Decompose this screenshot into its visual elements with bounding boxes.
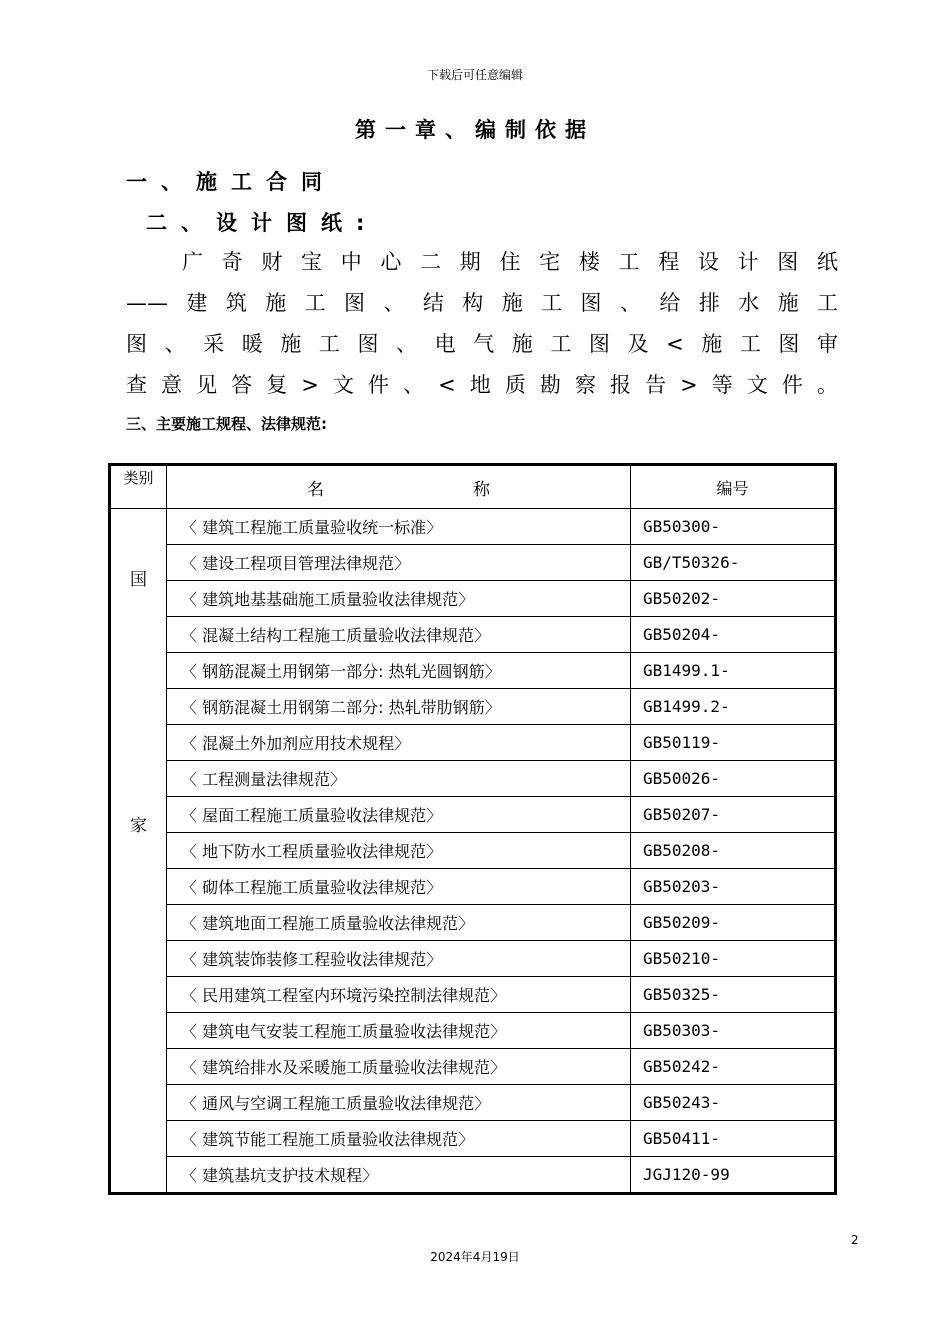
standard-name: 〈 民用建筑工程室内环境污染控制法律规范〉 <box>167 977 631 1013</box>
standard-name: 〈 钢筋混凝土用钢第二部分: 热轧带肋钢筋〉 <box>167 689 631 725</box>
table-row <box>110 797 836 833</box>
standard-name: 〈 混凝土结构工程施工质量验收法律规范〉 <box>167 617 631 653</box>
standard-code: GB50202- <box>631 581 836 617</box>
page-header: 下载后可任意编辑 <box>426 68 523 82</box>
paragraph-line-4: 查意见答复>文件、<地质勘察报告>等文件。 <box>126 373 838 397</box>
paragraph-line-2: ——建筑施工图、结构施工图、给排水施工 <box>126 291 838 315</box>
table-row <box>110 617 836 653</box>
table-row <box>110 689 836 725</box>
standard-name: 〈 建筑基坑支护技术规程〉 <box>167 1157 631 1194</box>
standard-code: JGJ120-99 <box>631 1157 836 1194</box>
standard-name: 〈 建筑节能工程施工质量验收法律规范〉 <box>167 1121 631 1157</box>
name-header-right: 称 <box>473 479 490 500</box>
table-row <box>110 1121 836 1157</box>
table-row <box>110 1013 836 1049</box>
table-row <box>110 545 836 581</box>
standard-code: GB1499.2- <box>631 689 836 725</box>
table-row <box>110 1157 836 1194</box>
table-row <box>110 509 836 545</box>
table-row <box>110 905 836 941</box>
standard-name: 〈 地下防水工程质量验收法律规范〉 <box>167 833 631 869</box>
category-char: 国 <box>130 570 147 590</box>
standard-code: GB50300- <box>631 509 836 545</box>
standard-name: 〈 建筑工程施工质量验收统一标准〉 <box>167 509 631 545</box>
table-row <box>110 977 836 1013</box>
table-header-row <box>110 465 836 509</box>
table-row <box>110 1049 836 1085</box>
standard-name: 〈 屋面工程施工质量验收法律规范〉 <box>167 797 631 833</box>
paragraph-line-1: 广奇财宝中心二期住宅楼工程设计图纸 <box>182 250 838 274</box>
paragraph-line-3: 图、采暖施工图、电气施工图及<施工图审 <box>126 332 838 356</box>
section-heading-drawings: 二、设计图纸: <box>146 211 379 235</box>
standard-code: GB50243- <box>631 1085 836 1121</box>
category-header: 类别 <box>110 465 167 509</box>
table-row <box>110 941 836 977</box>
standard-name: 〈 建筑电气安装工程施工质量验收法律规范〉 <box>167 1013 631 1049</box>
standard-name: 〈 建筑装饰装修工程验收法律规范〉 <box>167 941 631 977</box>
standard-name: 〈 建筑地基基础施工质量验收法律规范〉 <box>167 581 631 617</box>
table-row <box>110 869 836 905</box>
name-header <box>167 465 631 509</box>
standard-code: GB50207- <box>631 797 836 833</box>
category-char: 家 <box>130 816 147 836</box>
standard-code: GB50026- <box>631 761 836 797</box>
standard-name: 〈 混凝土外加剂应用技术规程〉 <box>167 725 631 761</box>
chapter-title: 第一章、编制依据 <box>355 118 595 142</box>
standard-code: GB50203- <box>631 869 836 905</box>
table-row <box>110 1085 836 1121</box>
standard-name: 〈 建筑地面工程施工质量验收法律规范〉 <box>167 905 631 941</box>
standard-name: 〈 建筑给排水及采暖施工质量验收法律规范〉 <box>167 1049 631 1085</box>
standard-code: GB50204- <box>631 617 836 653</box>
page-number: 2 <box>851 1233 859 1247</box>
standard-code: GB50303- <box>631 1013 836 1049</box>
category-cell <box>110 509 167 1194</box>
standard-name: 〈 工程测量法律规范〉 <box>167 761 631 797</box>
standard-code: GB1499.1- <box>631 653 836 689</box>
standard-code: GB/T50326- <box>631 545 836 581</box>
standard-name: 〈 钢筋混凝土用钢第一部分: 热轧光圆钢筋〉 <box>167 653 631 689</box>
standard-name: 〈 建设工程项目管理法律规范〉 <box>167 545 631 581</box>
section-heading-contract: 一、施工合同 <box>126 170 336 194</box>
code-header: 编号 <box>631 465 836 509</box>
standard-code: GB50210- <box>631 941 836 977</box>
standard-code: GB50209- <box>631 905 836 941</box>
table-row <box>110 581 836 617</box>
name-header-left: 名 <box>307 479 324 500</box>
standard-name: 〈 砌体工程施工质量验收法律规范〉 <box>167 869 631 905</box>
standards-table <box>108 463 837 1195</box>
table-row <box>110 653 836 689</box>
standard-code: GB50411- <box>631 1121 836 1157</box>
standard-name: 〈 通风与空调工程施工质量验收法律规范〉 <box>167 1085 631 1121</box>
table-row <box>110 761 836 797</box>
standard-code: GB50325- <box>631 977 836 1013</box>
section-heading-standards: 三、主要施工规程、法律规范: <box>126 415 327 433</box>
standard-code: GB50208- <box>631 833 836 869</box>
standard-code: GB50119- <box>631 725 836 761</box>
table-row <box>110 833 836 869</box>
standard-code: GB50242- <box>631 1049 836 1085</box>
table-row <box>110 725 836 761</box>
footer-date: 2024年4月19日 <box>430 1250 520 1264</box>
